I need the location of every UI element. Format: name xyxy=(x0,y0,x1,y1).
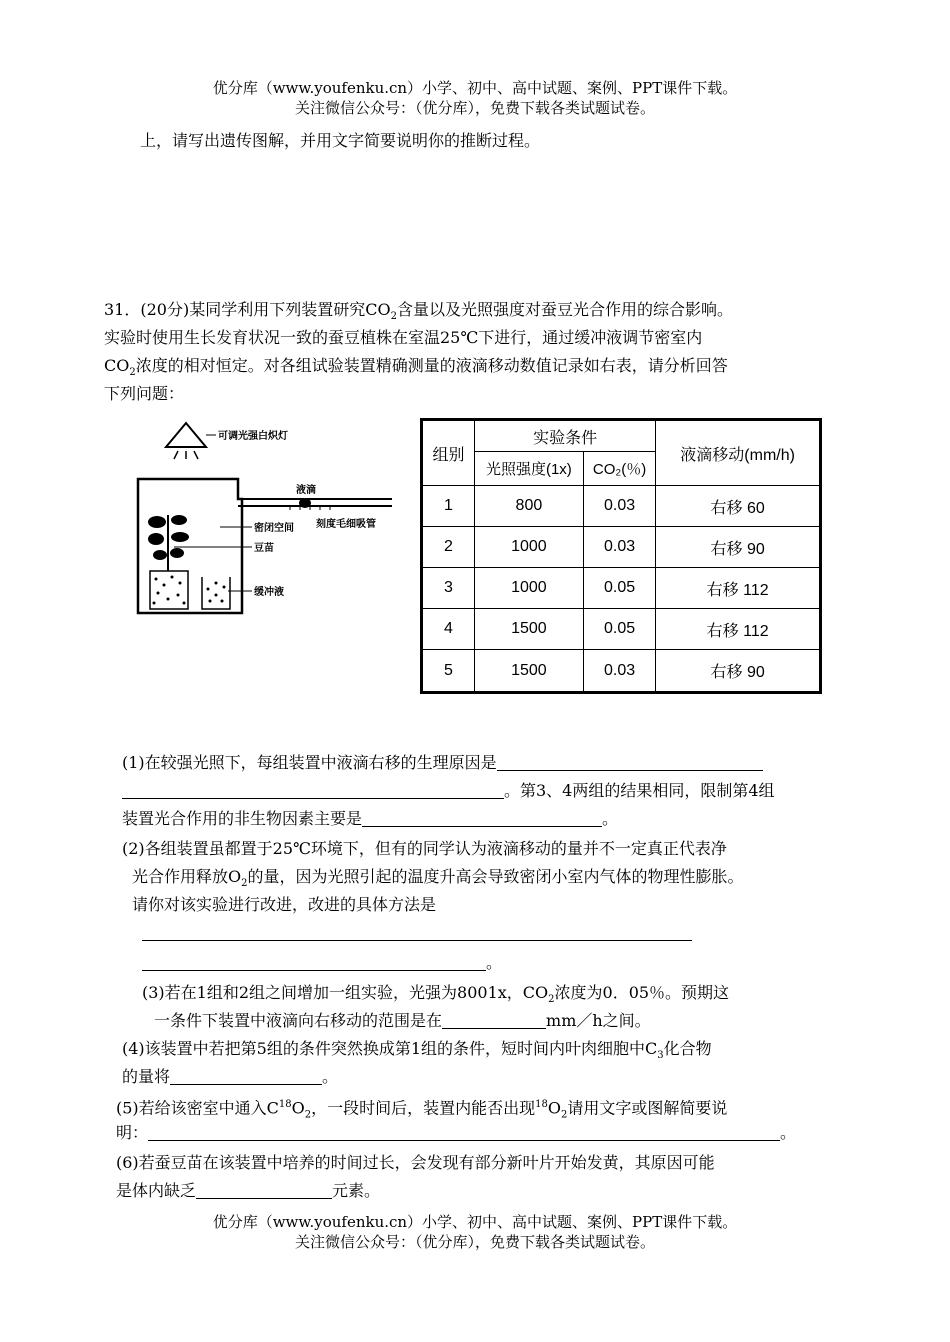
cell-group: 4 xyxy=(422,609,475,650)
q1-line-2 xyxy=(122,778,775,804)
table-header-group: 组别 xyxy=(422,420,475,486)
q4-sub: 3 xyxy=(657,1050,664,1062)
footer-line-2: 关注微信公众号：（优分库），免费下载各类试题试卷。 xyxy=(294,1233,655,1251)
cell-light: 800 xyxy=(474,486,583,527)
q1-blank-2[interactable] xyxy=(122,780,504,799)
table-row xyxy=(422,527,821,568)
buffer-label: 缓冲液 xyxy=(254,587,284,598)
table-header-co2: CO₂(％) xyxy=(583,452,655,486)
q31-intro-line-4: 下列问题： xyxy=(104,384,185,403)
q5-text-b2: 。 xyxy=(780,1123,797,1142)
soil-pot xyxy=(150,571,188,609)
buffer-beaker xyxy=(202,577,230,609)
q1-text-c: 装置光合作用的非生物因素主要是 xyxy=(122,809,363,828)
q31-intro1-b: 含量以及光照强度对蚕豆光合作用的综合影响。 xyxy=(396,300,733,319)
q4-text-b2: 。 xyxy=(322,1067,339,1086)
q1-text-b: 。第3、4两组的结果相同，限制第4组 xyxy=(504,781,775,800)
lamp-label: 可调光强白炽灯 xyxy=(218,431,288,442)
cell-co2: 0.03 xyxy=(583,527,655,568)
table-header-conditions: 实验条件 xyxy=(474,420,655,452)
q31-intro3-b: 浓度的相对恒定。对各组试验装置精确测量的液滴移动数值记录如右表，请分析回答 xyxy=(135,356,728,375)
cell-group: 2 xyxy=(422,527,475,568)
q5-text-b1: 明： xyxy=(116,1123,149,1142)
q31-intro-line-3 xyxy=(104,353,728,386)
cell-co2: 0.05 xyxy=(583,568,655,609)
cell-group: 1 xyxy=(422,486,475,527)
q6-line-2 xyxy=(116,1178,380,1204)
cell-light: 1500 xyxy=(474,650,583,693)
q3-blank[interactable] xyxy=(442,1010,546,1029)
q3-text-b2: mm／h之间。 xyxy=(546,1011,651,1030)
header-line-2: 关注微信公众号：（优分库），免费下载各类试题试卷。 xyxy=(294,99,655,117)
q4-text-b1: 的量将 xyxy=(122,1067,171,1086)
cell-light: 1500 xyxy=(474,609,583,650)
table-row xyxy=(422,609,821,650)
cell-move: 右移 60 xyxy=(656,486,821,527)
q5-line-2 xyxy=(116,1120,796,1146)
q5-sup1: 18 xyxy=(278,1099,292,1110)
prev-question-continuation: 上，请写出遗传图解，并用文字简要说明你的推断过程。 xyxy=(140,131,541,150)
q2-sub: 2 xyxy=(241,878,248,890)
q31-intro3-sub: 2 xyxy=(129,367,136,379)
q2-end: 。 xyxy=(486,953,503,972)
q1-blank-3[interactable] xyxy=(362,808,602,827)
q2-blank-1[interactable] xyxy=(142,940,692,941)
q2-line-3: 请你对该实验进行改进，改进的具体方法是 xyxy=(132,895,437,914)
q3-line-2 xyxy=(154,1008,651,1034)
q3-text-a1: (3)若在1组和2组之间增加一组实验，光强为8001x，CO xyxy=(142,983,549,1002)
cell-group: 3 xyxy=(422,568,475,609)
cell-light: 1000 xyxy=(474,568,583,609)
q5-sup2: 18 xyxy=(535,1099,548,1110)
q2-blank-2[interactable] xyxy=(142,952,486,971)
q4-blank[interactable] xyxy=(170,1066,322,1085)
q4-line-2 xyxy=(122,1064,338,1090)
q5-blank[interactable] xyxy=(148,1122,780,1141)
q5-text-a3: ，一段时间后，装置内能否出现 xyxy=(311,1098,536,1118)
q31-intro3-a: CO xyxy=(104,356,130,375)
table-header-light: 光照强度(1x) xyxy=(474,452,583,486)
seedling-label: 豆苗 xyxy=(254,543,274,554)
cell-move: 右移 112 xyxy=(656,609,821,650)
table-row xyxy=(422,650,821,693)
q3-sub: 2 xyxy=(548,994,555,1006)
q6-line-1: (6)若蚕豆苗在该装置中培养的时间过长，会发现有部分新叶片开始发黄，其原因可能 xyxy=(116,1153,715,1172)
lamp-icon xyxy=(166,423,206,459)
footer-line-1: 优分库（www.youfenku.cn）小学、初中、高中试题、案例、PPT课件下载。 xyxy=(212,1213,738,1231)
q3-text-b1: 一条件下装置中液滴向右移动的范围是在 xyxy=(154,1011,443,1030)
q6-text-b2: 元素。 xyxy=(332,1181,381,1200)
cell-group: 5 xyxy=(422,650,475,693)
q1-end: 。 xyxy=(602,809,619,828)
q2-line-1: (2)各组装置虽都置于25℃环境下，但有的同学认为液滴移动的量并不一定真正代表净 xyxy=(122,839,727,858)
q3-text-a2: 浓度为0．05％。预期这 xyxy=(554,983,730,1002)
apparatus-diagram xyxy=(130,415,410,625)
q1-blank-1[interactable] xyxy=(497,752,763,771)
cell-move: 右移 90 xyxy=(656,650,821,693)
q1-line-3 xyxy=(122,806,618,832)
q4-text-a1: (4)该装置中若把第5组的条件突然换成第1组的条件，短时间内叶肉细胞中C xyxy=(122,1039,658,1058)
experiment-table xyxy=(420,418,822,694)
cell-move: 右移 112 xyxy=(656,568,821,609)
cell-light: 1000 xyxy=(474,527,583,568)
header-line-1: 优分库（www.youfenku.cn）小学、初中、高中试题、案例、PPT课件下载。 xyxy=(212,79,738,97)
droplet-icon xyxy=(299,498,311,508)
tube-label: 刻度毛细吸管 xyxy=(316,519,376,530)
q5-text-a1: (5)若给该密室中通入C xyxy=(116,1098,279,1118)
q5-sub1: 2 xyxy=(304,1109,312,1121)
cell-co2: 0.03 xyxy=(583,650,655,693)
capillary-tube xyxy=(238,499,392,510)
q2-text-b2: 的量，因为光照引起的温度升高会导致密闭小室内气体的物理性膨胀。 xyxy=(247,867,744,886)
q31-intro1-sub: 2 xyxy=(390,311,397,323)
q31-intro-line-2: 实验时使用生长发育状况一致的蚕豆植株在室温25℃下进行，通过缓冲液调节密室内 xyxy=(104,328,703,347)
cell-move: 右移 90 xyxy=(656,527,821,568)
q5-text-a4: O xyxy=(547,1098,562,1118)
q4-text-a2: 化合物 xyxy=(663,1039,712,1058)
q1-line-1 xyxy=(122,750,763,776)
q1-text-a: (1)在较强光照下，每组装置中液滴右移的生理原因是 xyxy=(122,753,497,772)
space-label: 密闭空间 xyxy=(254,523,294,534)
cell-co2: 0.05 xyxy=(583,609,655,650)
q2-line-5 xyxy=(142,950,502,976)
q5-text-a2: O xyxy=(291,1098,305,1118)
table-row xyxy=(422,486,821,527)
table-row xyxy=(422,568,821,609)
q31-intro1-a: 31．(20分)某同学利用下列装置研究CO xyxy=(104,300,391,319)
table-header-move: 液滴移动(mm/h) xyxy=(656,420,821,486)
q6-text-b1: 是体内缺乏 xyxy=(116,1181,197,1200)
q6-blank[interactable] xyxy=(196,1180,332,1199)
q2-text-b1: 光合作用释放O xyxy=(132,867,242,886)
seedling-icon xyxy=(148,515,189,571)
q5-sub2: 2 xyxy=(561,1109,568,1121)
droplet-label: 液滴 xyxy=(296,485,316,496)
q5-text-a5: 请用文字或图解简要说 xyxy=(567,1098,728,1118)
cell-co2: 0.03 xyxy=(583,486,655,527)
